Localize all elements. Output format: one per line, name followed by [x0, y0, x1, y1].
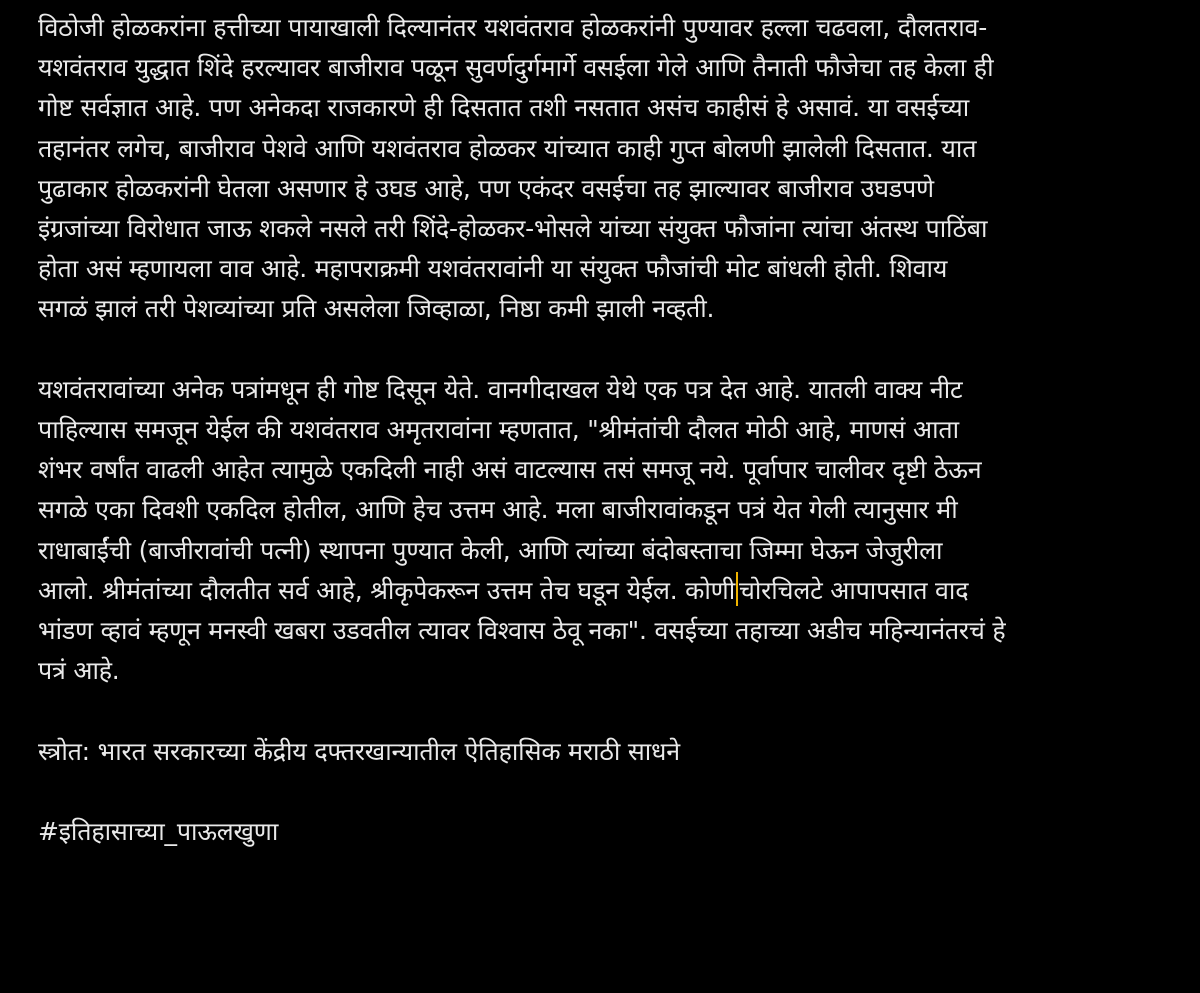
text-line: इंग्रजांच्या विरोधात जाऊ शकले नसले तरी शिंदे-होळकर-भोसले यांच्या संयुक्त फौजांना त्यांचा अंतस्थ पाठिंबा	[38, 214, 988, 244]
text-line: पुढाकार होळकरांनी घेतला असणार हे उघड आहे, पण एकंदर वसईचा तह झाल्यावर बाजीराव उघडपणे	[38, 173, 934, 203]
paragraph-1	[38, 8, 1176, 330]
text-line-with-caret	[38, 571, 1176, 611]
hashtag-paragraph	[38, 812, 1176, 852]
text-line: सगळं झालं तरी पेशव्यांच्या प्रति असलेला जिव्हाळा, निष्ठा कमी झाली नव्हती.	[38, 294, 715, 324]
paragraph-gap	[38, 772, 1176, 812]
text-line: भांडण व्हावं म्हणून मनस्वी खबरा उडवतील त्यावर विश्वास ठेवू नका". वसईच्या तहाच्या अडीच महिन्यानंतरचं हे	[38, 616, 1006, 646]
text-line: यशवंतरावांच्या अनेक पत्रांमधून ही गोष्ट दिसून येते. वानगीदाखल येथे एक पत्र देत आहे. यातली वाक्य नीट	[38, 374, 963, 404]
text-line: शंभर वर्षांत वाढली आहेत त्यामुळे एकदिली नाही असं वाटल्यास तसं समजू नये. पूर्वापार चालीवर दृष्टी ठेऊन	[38, 455, 982, 485]
paragraph-gap	[38, 330, 1176, 370]
paragraph-2	[38, 370, 1176, 692]
text-line: विठोजी होळकरांना हत्तीच्या पायाखाली दिल्यानंतर यशवंतराव होळकरांनी पुण्यावर हल्ला चढवला, दौलतराव-	[38, 13, 988, 42]
text-line: राधाबाईंची (बाजीरावांची पत्नी) स्थापना पुण्यात केली, आणि त्यांच्या बंदोबस्ताचा जिम्मा घेऊन जेजुरीला	[38, 535, 943, 565]
text-before-caret: आलो. श्रीमंतांच्या दौलतीत सर्व आहे, श्रीकृपेकरून उत्तम तेच घडून येईल. कोणी	[38, 575, 736, 605]
text-after-caret: चोरचिलटे आपापसात वाद	[739, 575, 969, 605]
source-paragraph	[38, 732, 1176, 772]
text-line: होता असं म्हणायला वाव आहे. महापराक्रमी यशवंतरावांनी या संयुक्त फौजांची मोट बांधली होती. शिवाय	[38, 254, 948, 284]
text-cursor-caret	[736, 572, 738, 606]
hashtag-link[interactable]: #इतिहासाच्या_पाऊलखुणा	[38, 817, 279, 847]
text-line: पत्रं आहे.	[38, 656, 120, 686]
text-line: पाहिल्यास समजून येईल की यशवंतराव अमृतरावांना म्हणतात, "श्रीमंतांची दौलत मोठी आहे, माणसं आता	[38, 415, 959, 445]
source-line: स्त्रोत: भारत सरकारच्या केंद्रीय दफ्तरखान्यातील ऐतिहासिक मराठी साधने	[38, 736, 680, 766]
paragraph-gap	[38, 691, 1176, 731]
text-line: सगळे एका दिवशी एकदिल होतील, आणि हेच उत्तम आहे. मला बाजीरावांकडून पत्रं येत गेली त्यानुसार मी	[38, 495, 958, 525]
text-line: यशवंतराव युद्धात शिंदे हरल्यावर बाजीराव पळून सुवर्णदुर्गमार्गे वसईला गेले आणि तैनाती फौजेचा तह केला ही	[38, 53, 994, 83]
text-line: तहानंतर लगेच, बाजीराव पेशवे आणि यशवंतराव होळकर यांच्यात काही गुप्त बोलणी झालेली दिसतात. यात	[38, 133, 977, 163]
text-line: गोष्ट सर्वज्ञात आहे. पण अनेकदा राजकारणे ही दिसतात तशी नसतात असंच काहीसं हे असावं. या वसईच्या	[38, 93, 970, 123]
